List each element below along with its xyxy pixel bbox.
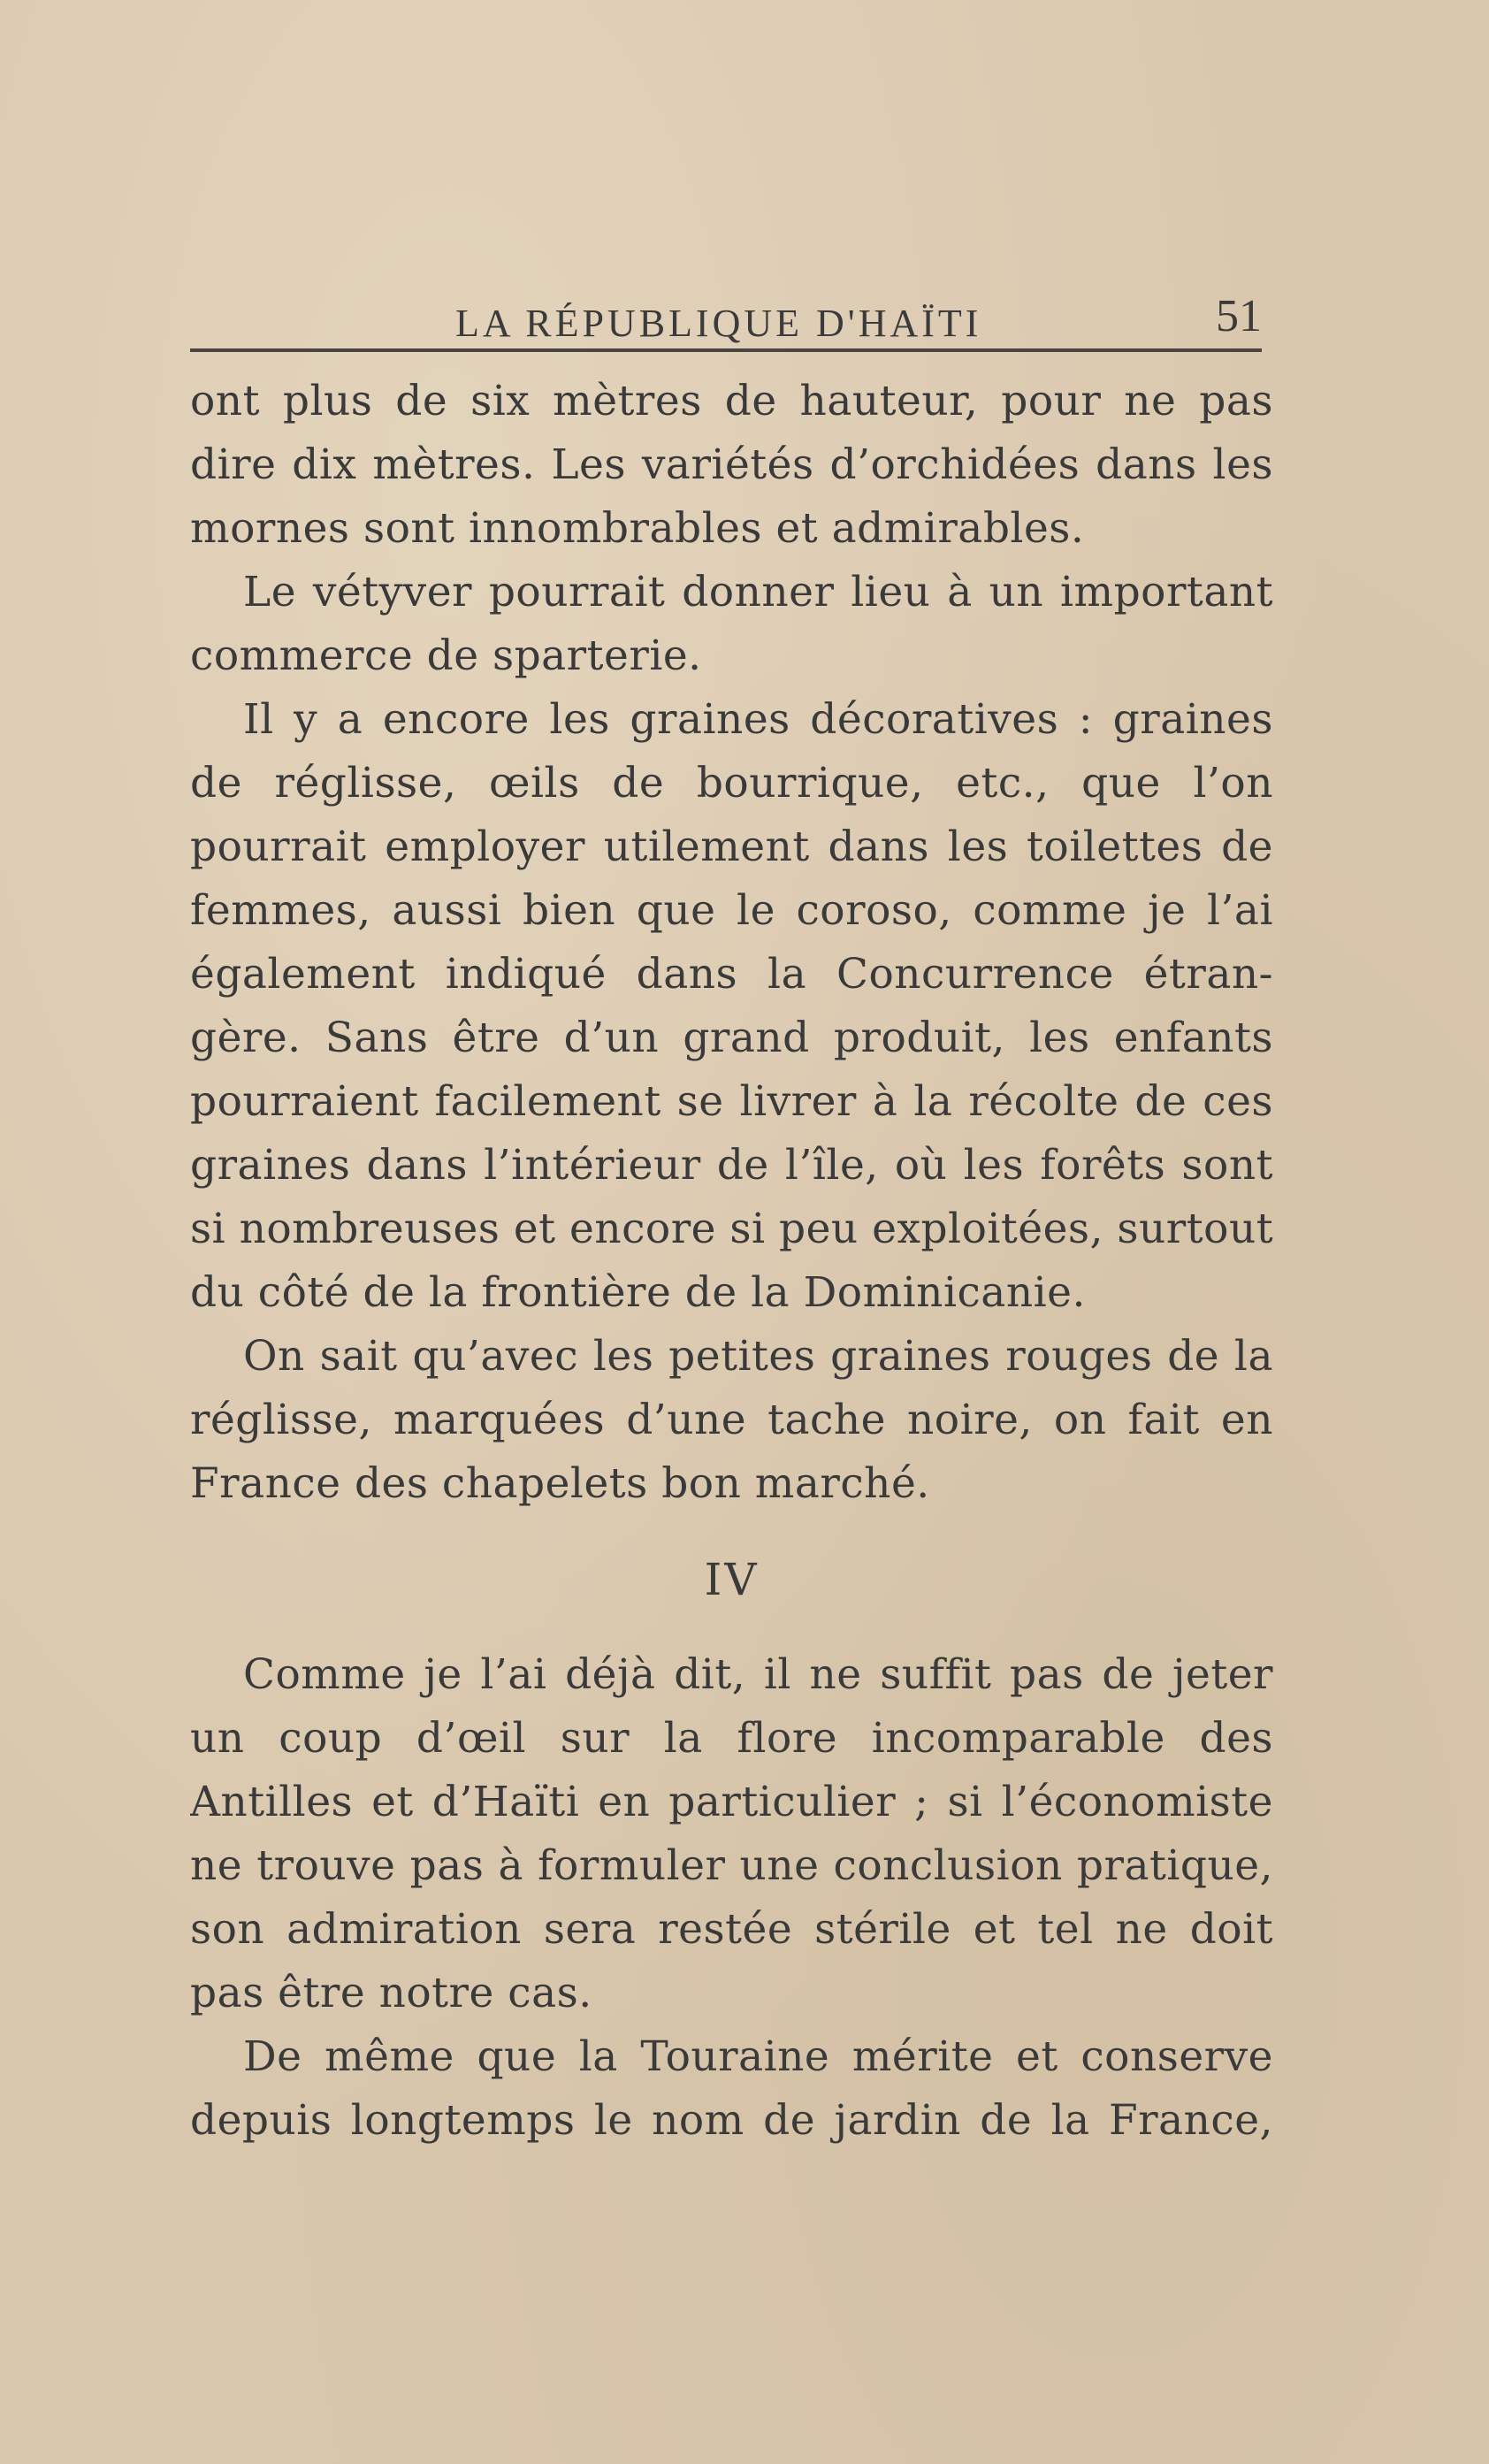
text-line: On sait qu’avec les petites graines rouges de la	[243, 1332, 1273, 1381]
text-line: Antilles et d’Haïti en particulier ; si l’économiste	[190, 1778, 1273, 1826]
text-line: également indiqué dans la Concurrence étran-	[190, 950, 1273, 999]
text-line: son admiration sera restée stérile et tel ne doit	[190, 1905, 1273, 1954]
text-line: du côté de la frontière de la Dominicanie.	[190, 1268, 1086, 1317]
page-number: 51	[1216, 291, 1262, 341]
text-line: graines dans l’intérieur de l’île, où les forêts sont	[190, 1141, 1273, 1190]
text-line: Il y a encore les graines décoratives : graines	[243, 695, 1273, 744]
text-line: commerce de sparterie.	[190, 631, 702, 680]
running-title: LA RÉPUBLIQUE D'HAÏTI	[455, 302, 982, 345]
text-line: de réglisse, œils de bourrique, etc., que l’on	[190, 759, 1273, 807]
text-line: femmes, aussi bien que le coroso, comme je l’ai	[190, 886, 1273, 935]
text-line: pas être notre cas.	[190, 1969, 592, 2017]
text-line: pourraient facilement se livrer à la récolte de ces	[190, 1077, 1273, 1126]
text-line: France des chapelets bon marché.	[190, 1459, 930, 1508]
text-line: si nombreuses et encore si peu exploitées, surtout	[190, 1205, 1273, 1253]
text-line: un coup d’œil sur la flore incomparable des	[190, 1714, 1273, 1763]
text-line: Comme je l’ai déjà dit, il ne suffit pas de jeter	[243, 1650, 1273, 1699]
text-line: depuis longtemps le nom de jardin de la France,	[190, 2096, 1273, 2145]
section-heading: IV	[704, 1554, 760, 1605]
text-line: gère. Sans être d’un grand produit, les enfants	[190, 1014, 1273, 1062]
text-line: ont plus de six mètres de hauteur, pour ne pas	[190, 377, 1273, 425]
page-header	[190, 281, 1262, 343]
text-line: pourrait employer utilement dans les toilettes de	[190, 823, 1273, 871]
text-line: De même que la Touraine mérite et conserve	[243, 2032, 1273, 2081]
text-line: ne trouve pas à formuler une conclusion pratique,	[190, 1841, 1273, 1890]
text-line: mornes sont innombrables et admirables.	[190, 504, 1085, 553]
header-rule	[190, 348, 1262, 352]
text-line: Le vétyver pourrait donner lieu à un important	[243, 568, 1273, 616]
text-line: réglisse, marquées d’une tache noire, on fait en	[190, 1396, 1273, 1444]
text-line: dire dix mètres. Les variétés d’orchidées dans les	[190, 440, 1273, 489]
body-text	[190, 370, 1273, 2153]
